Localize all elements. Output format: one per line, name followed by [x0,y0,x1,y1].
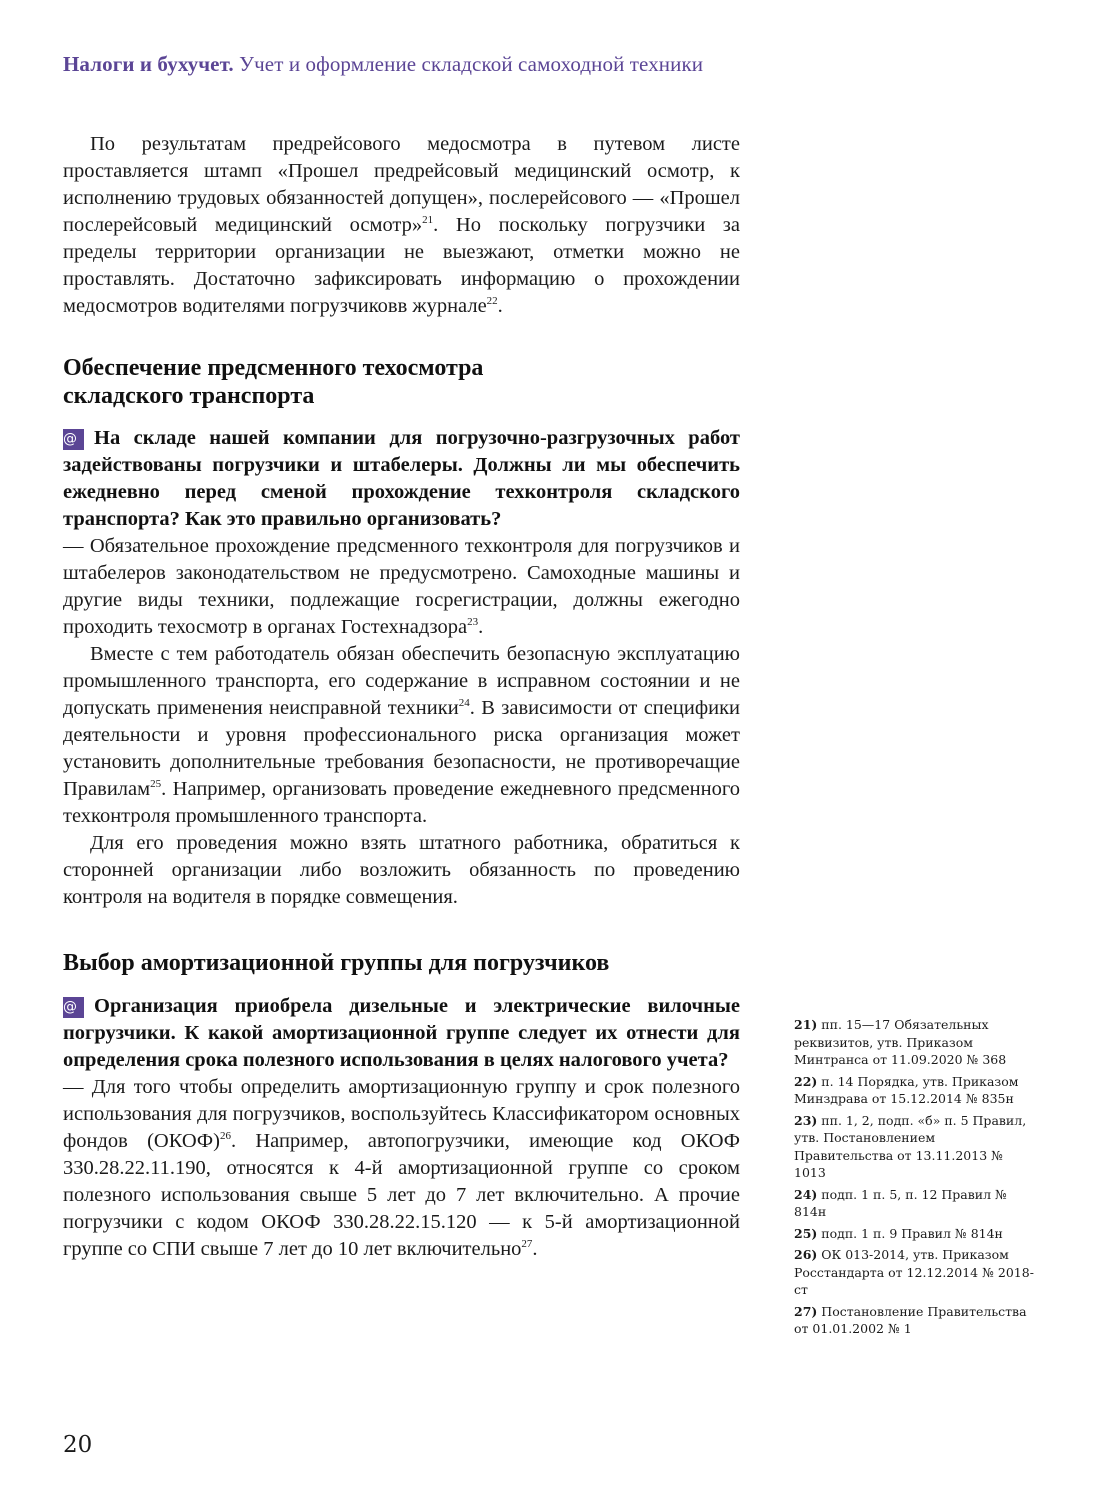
footnote-text: ОК 013-2014, утв. Приказом Росстандарта от 12.12.2014 № 2018-ст [794,1247,1034,1297]
footnote-23 [794,1112,1034,1182]
text: . [532,1238,538,1260]
heading-line: Обеспечение предсменного техосмотра [63,355,484,381]
text: . В зависимости от специфики деятельности и уровня профессионального риска организация может установить дополнительные требования безопасности, не противоречащие Правилам [63,697,741,800]
footnote-ref-27[interactable]: 27 [521,1238,533,1250]
footnote-number: 21) [794,1017,818,1032]
text: . Например, организовать проведение ежедневного предсменного техконтроля промышленного транспорта. [63,778,740,827]
footnote-24 [794,1186,1034,1221]
question-2 [63,993,740,1074]
at-icon: @ [63,997,84,1018]
footnote-26 [794,1246,1034,1299]
page-number: 20 [63,1432,93,1458]
footnote-text: Постановление Правительства от 01.01.2002 № 1 [794,1303,1027,1336]
section-heading-depreciation: Выбор амортизационной группы для погрузчиков [63,950,610,976]
footnote-number: 27) [794,1303,818,1319]
text: . [497,295,503,317]
heading-line: складского транспорта [63,383,315,409]
footnote-25 [794,1225,1034,1243]
answer-2 [63,1074,740,1263]
footnote-ref-23[interactable]: 23 [467,616,479,628]
footnote-ref-21[interactable]: 21 [422,214,434,226]
text: . Но поскольку погрузчики за пределы территории организации не выезжают, отметки можно не проставлять. Достаточно зафиксировать информацию о прохождении медосмотров водителями погрузчиковв журнале [63,214,740,317]
footnote-ref-26[interactable]: 26 [219,1130,231,1142]
text: По результатам предрейсового медосмотра в путевом листе проставляется штамп «Прошел предрейсовый медицинский осмотр, к исполнению трудовых обязанностей допущен», послерейсового — «Прошел послерейсовый медицинский осмотр» [63,133,740,236]
text: Вместе с тем работодатель обязан обеспечить безопасную эксплуатацию промышленного транспорта, его содержание в исправном состоянии и не допускать применения неисправной техники [63,643,740,719]
footnote-number: 24) [794,1186,818,1202]
footnote-ref-22[interactable]: 22 [486,295,498,307]
footnote-number: 25) [794,1225,818,1241]
section-heading-techinspection [63,354,740,410]
question-1 [63,425,740,533]
footnote-text: пп. 15—17 Обязательных реквизитов, утв. Приказом Минтранса от 11.09.2020 № 368 [794,1017,1007,1067]
footnote-21 [794,1016,1034,1069]
answer-1-paragraph-3: Для его проведения можно взять штатного работника, обратиться к сторонней организации либо возложить обязанность по проведению контроля на водителя в порядке совмещения. [63,832,740,908]
footnote-text: п. 14 Порядка, утв. Приказом Минздрава от 15.12.2014 № 835н [794,1073,1019,1106]
footnotes [794,1016,1034,1342]
footnote-text: подп. 1 п. 9 Правил № 814н [821,1225,1003,1241]
footnote-27 [794,1303,1034,1338]
footnote-text: пп. 1, 2, подп. «б» п. 5 Правил, утв. Постановлением Правительства от 13.11.2013 № 1013 [794,1112,1027,1180]
answer-1-paragraph-2 [63,641,740,830]
text: . Например, автопогрузчики, имеющие код ОКОФ 330.28.22.11.190, относятся к 4-й амортизационной группе со сроком полезного использования свыше 5 лет до 7 лет включительно. А прочие погрузчики с кодом ОКОФ 330.28.22.15.120 — к 5-й амортизационной группе со СПИ свыше 7 лет до 10 лет включительно [63,1130,740,1260]
footnote-number: 26) [794,1247,818,1262]
footnote-ref-25[interactable]: 25 [150,778,162,790]
text: . [478,616,484,638]
intro-paragraph [63,131,740,320]
running-head-title: Учет и оформление складской самоходной техники [239,52,704,76]
text: — Обязательное прохождение предсменного техконтроля для погрузчиков и штабелеров законодательством не предусмотрено. Самоходные машины и другие виды техники, подлежащие госрегистрации, должны ежегодно проходить техосмотр в органах Гостехнадзора [63,535,740,638]
answer-1 [63,533,740,641]
footnote-22 [794,1073,1034,1108]
footnote-number: 22) [794,1073,818,1089]
running-head [63,52,703,77]
text: — Для того чтобы определить амортизационную группу и срок полезного использования для погрузчиков, воспользуйтесь Классификатором основных фондов (ОКОФ) [63,1076,740,1152]
running-head-section: Налоги и бухучет. [63,52,234,76]
question-text: На складе нашей компании для погрузочно-разгрузочных работ задействованы погрузчики и штабелеры. Должны ли мы обеспечить ежедневно перед сменой прохождение техконтроля складского транспорта? Как это правильно организовать? [63,427,740,530]
footnote-number: 23) [794,1112,818,1128]
footnote-text: подп. 1 п. 5, п. 12 Правил № 814н [794,1186,1007,1219]
footnote-ref-24[interactable]: 24 [458,697,470,709]
main-column [63,131,740,1263]
question-text: Организация приобрела дизельные и электрические вилочные погрузчики. К какой амортизационной группе следует их отнести для определения срока полезного использования в целях налогового учета? [63,995,740,1071]
at-icon: @ [63,429,84,450]
